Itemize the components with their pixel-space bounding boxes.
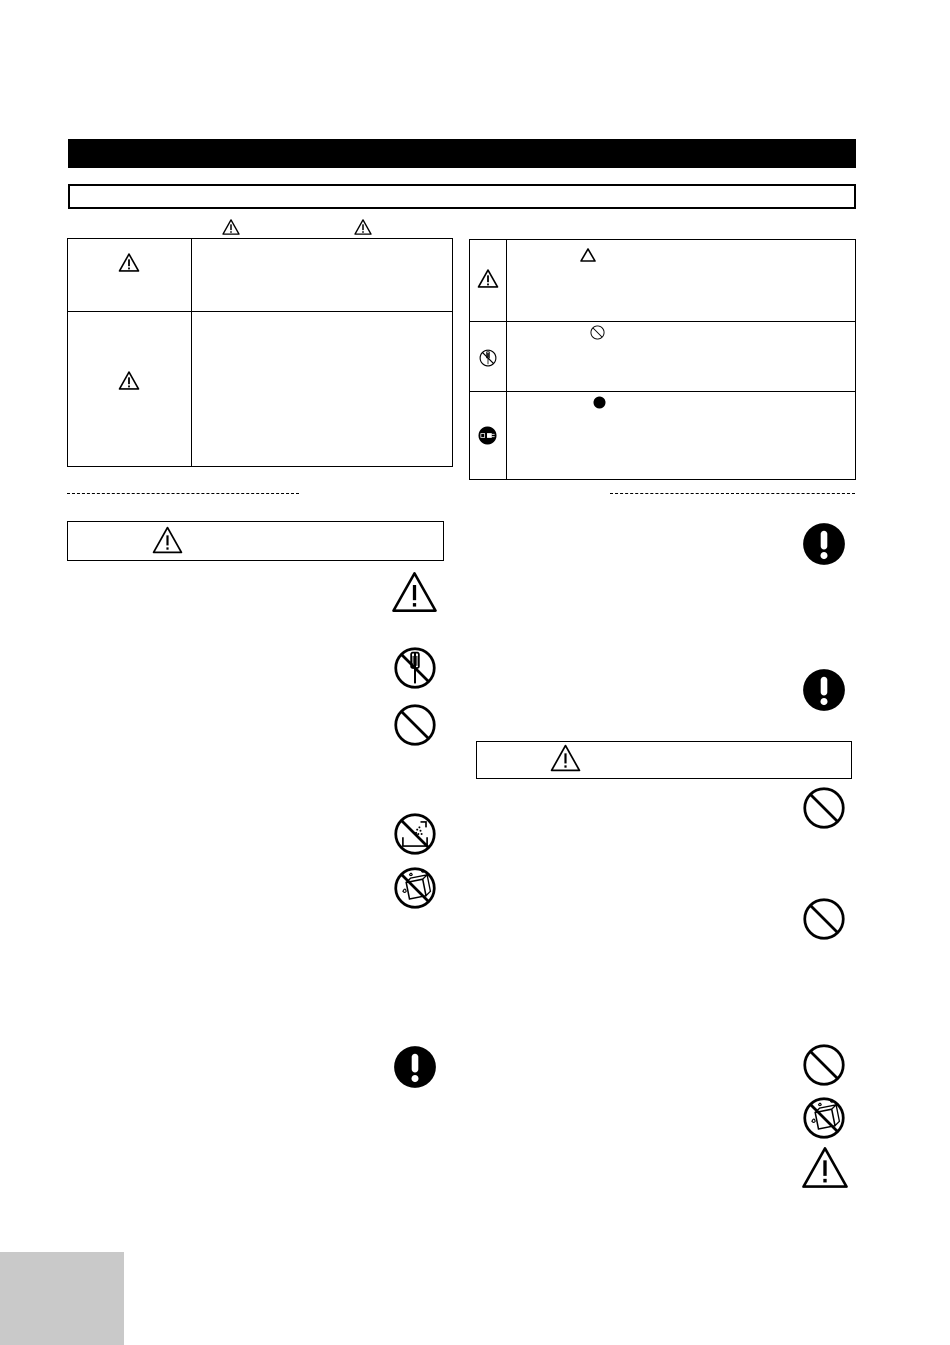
warning-triangle-icon: [477, 269, 499, 288]
no-disassemble-icon: [393, 646, 437, 690]
no-disassemble-icon: [479, 349, 497, 367]
dashed-separator: [67, 493, 299, 494]
left-legend-table: [67, 238, 453, 467]
prohibited-circle-icon: [590, 325, 605, 340]
caution-header-box: [476, 741, 852, 779]
no-water-icon: [393, 812, 437, 856]
right-legend-table: [469, 239, 856, 480]
subtitle-bar: [68, 184, 856, 209]
mandatory-action-icon: [802, 522, 846, 566]
warning-triangle-icon: [118, 371, 140, 390]
warning-triangle-icon: [222, 219, 240, 235]
filled-circle-icon: [593, 396, 606, 409]
mandatory-action-icon: [393, 1045, 437, 1089]
warning-triangle-icon: [550, 744, 581, 772]
warning-triangle-icon: [152, 526, 183, 554]
no-liquid-container-icon: [393, 866, 437, 910]
title-bar: [68, 139, 856, 168]
unplug-icon: [478, 426, 497, 445]
warning-triangle-icon: [354, 219, 372, 235]
prohibited-circle-icon: [802, 1043, 846, 1087]
triangle-outline-icon: [580, 248, 596, 262]
no-liquid-container-icon: [802, 1096, 846, 1140]
warning-triangle-icon: [391, 571, 438, 613]
prohibited-circle-icon: [802, 786, 846, 830]
warning-triangle-icon: [801, 1146, 849, 1189]
dashed-separator: [610, 493, 855, 494]
warning-header-box: [67, 521, 444, 561]
prohibited-circle-icon: [393, 703, 437, 747]
page-corner-tab: [0, 1252, 124, 1345]
mandatory-action-icon: [802, 668, 846, 712]
warning-triangle-icon: [118, 253, 140, 272]
prohibited-circle-icon: [802, 897, 846, 941]
